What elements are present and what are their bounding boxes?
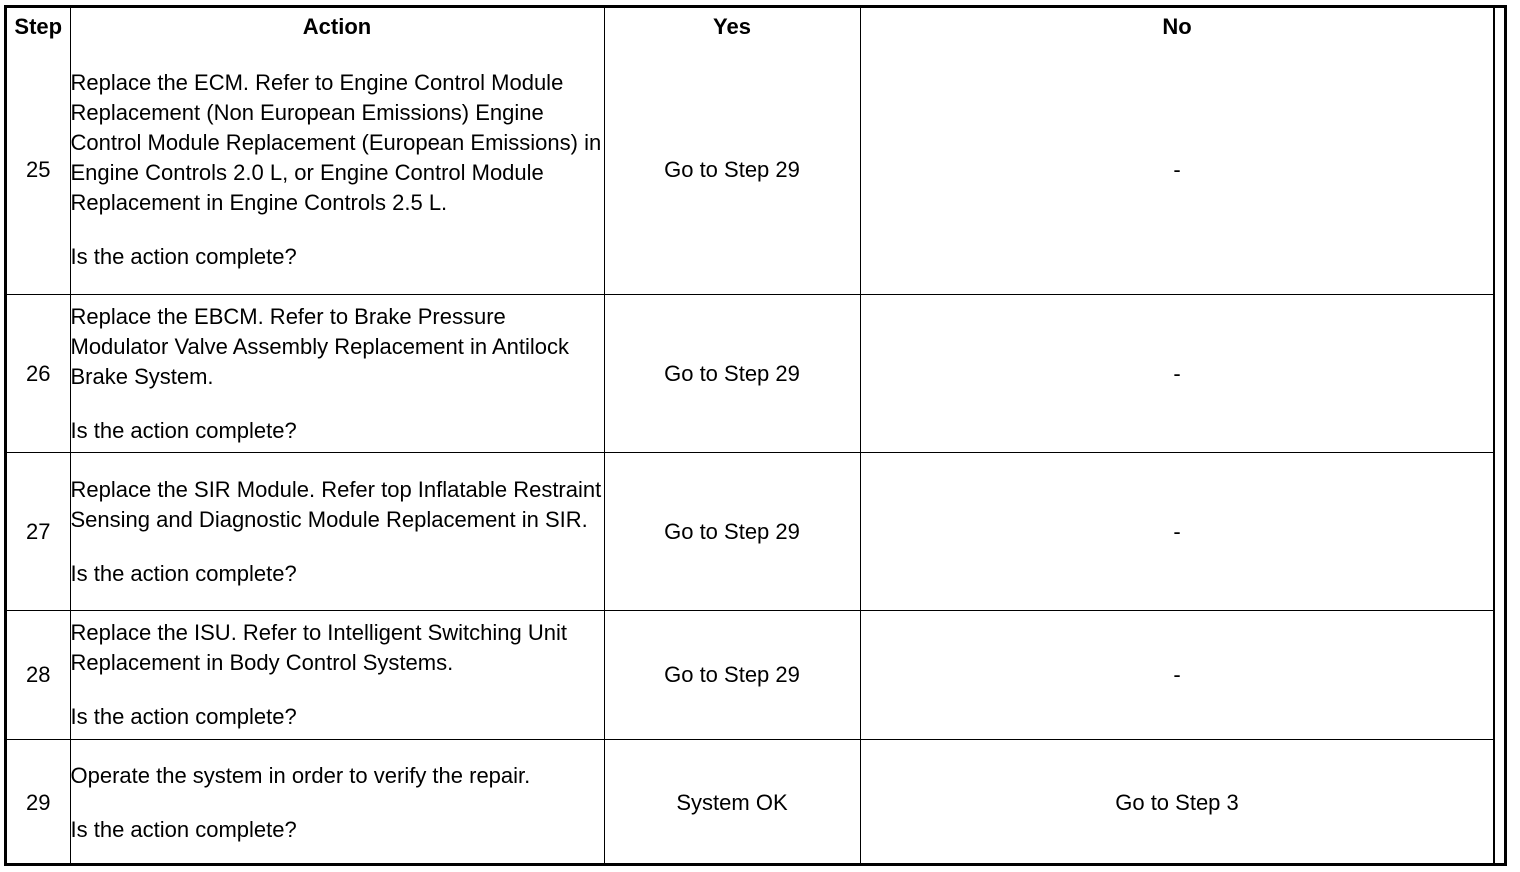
action-cell (70, 453, 604, 611)
action-text: Replace the EBCM. Refer to Brake Pressure Modulator Valve Assembly Replacement in Antilock Brake System. (70, 303, 570, 389)
yes-result: Go to Step 29 (604, 46, 860, 295)
header-step: Step (7, 8, 70, 46)
table-row (7, 611, 1494, 740)
no-result: - (860, 611, 1494, 740)
action-question: Is the action complete? (70, 560, 297, 586)
header-action: Action (70, 8, 604, 46)
right-rule-line (1493, 5, 1494, 866)
yes-result: Go to Step 29 (604, 295, 860, 453)
action-question: Is the action complete? (70, 816, 297, 842)
yes-result: Go to Step 29 (604, 611, 860, 740)
header-row (7, 8, 1494, 46)
action-text: Replace the ISU. Refer to Intelligent Switching Unit Replacement in Body Control Systems. (70, 620, 567, 675)
no-result: - (860, 453, 1494, 611)
action-cell (70, 295, 604, 453)
action-cell (70, 46, 604, 295)
action-text: Operate the system in order to verify the repair. (70, 762, 531, 788)
action-question: Is the action complete? (70, 704, 297, 729)
no-result: Go to Step 3 (860, 740, 1494, 866)
step-number: 29 (7, 740, 70, 866)
no-result: - (860, 295, 1494, 453)
step-number: 25 (7, 46, 70, 295)
action-cell (70, 740, 604, 866)
table-row (7, 453, 1494, 611)
table-row (7, 46, 1494, 295)
table-row (7, 740, 1494, 866)
yes-result: Go to Step 29 (604, 453, 860, 611)
table-row (7, 295, 1494, 453)
step-number: 26 (7, 295, 70, 453)
step-number: 27 (7, 453, 70, 611)
action-cell (70, 611, 604, 740)
no-result: - (860, 46, 1494, 295)
action-question: Is the action complete? (70, 244, 297, 269)
action-text: Replace the SIR Module. Refer top Inflatable Restraint Sensing and Diagnostic Module Replacement in SIR. (70, 476, 602, 532)
yes-result: System OK (604, 740, 860, 866)
diagnostic-table (7, 8, 1495, 865)
header-yes: Yes (604, 8, 860, 46)
action-question: Is the action complete? (70, 417, 297, 443)
step-number: 28 (7, 611, 70, 740)
header-no: No (860, 8, 1494, 46)
action-text: Replace the ECM. Refer to Engine Control Module Replacement (Non European Emissions) Engine Control Module Replacement (European Emissions) in Engine Controls 2.0 L, or Engine Control Module Replacement in Engine Controls 2.5 L. (70, 70, 602, 215)
